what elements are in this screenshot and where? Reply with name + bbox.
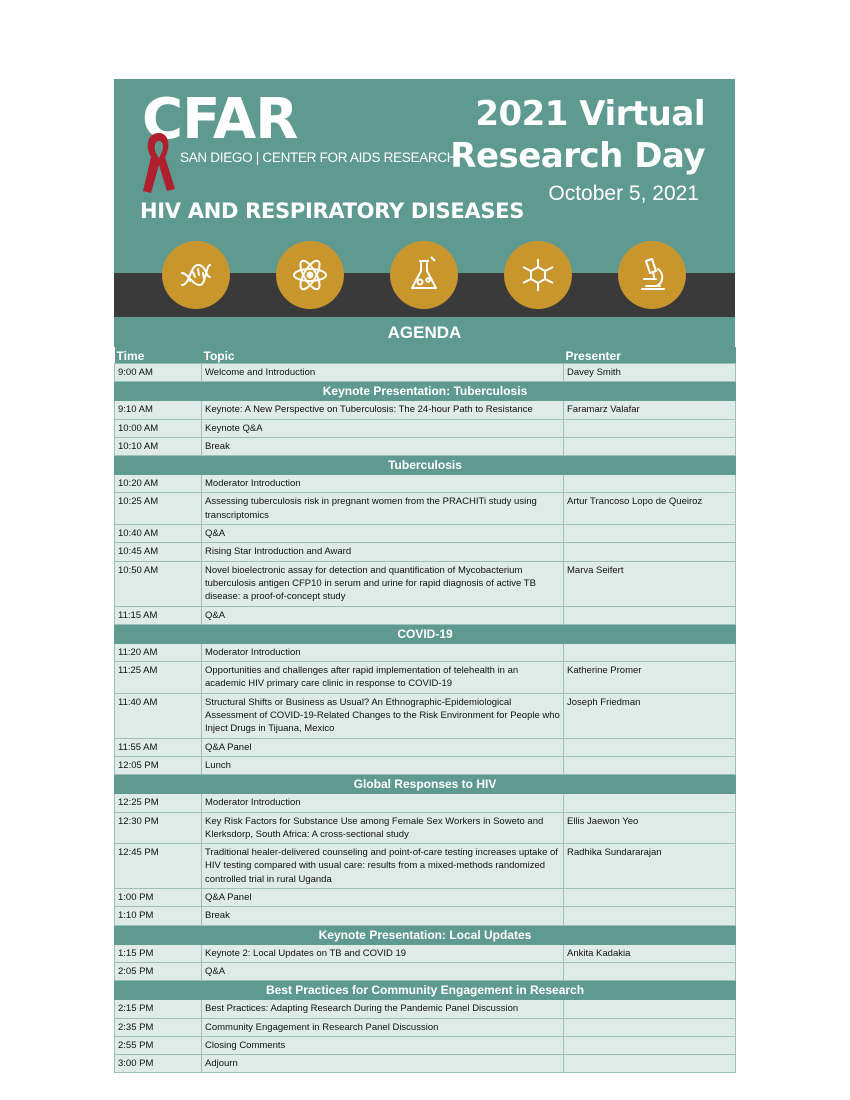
time-cell: 1:00 PM	[115, 889, 202, 907]
presenter-cell	[564, 1036, 736, 1054]
topic-cell: Adjourn	[202, 1055, 564, 1073]
time-cell: 11:25 AM	[115, 662, 202, 694]
agenda-row	[115, 738, 736, 756]
topic-cell: Structural Shifts or Business as Usual? An Ethnographic-Epidemiological Assessment of COVID-19-Related Changes to the Risk Environment for People who Inject Drugs in Tijuana, Mexico	[202, 693, 564, 738]
topic-cell: Novel bioelectronic assay for detection and quantification of Mycobacterium tuberculosis antigen CFP10 in serum and urine for rapid diagnosis of active TB disease: a proof-of-concept study	[202, 561, 564, 606]
presenter-cell: Radhika Sundararajan	[564, 844, 736, 889]
agenda-row	[115, 756, 736, 774]
presenter-cell	[564, 907, 736, 925]
presenter-cell	[564, 419, 736, 437]
cfar-logo-subtext: SAN DIEGO | CENTER FOR AIDS RESEARCH	[180, 150, 457, 165]
time-cell: 10:45 AM	[115, 543, 202, 561]
time-cell: 1:15 PM	[115, 944, 202, 962]
topic-cell: Q&A Panel	[202, 738, 564, 756]
event-subtitle: HIV AND RESPIRATORY DISEASES	[140, 199, 525, 223]
time-cell: 12:25 PM	[115, 794, 202, 812]
topic-cell: Keynote: A New Perspective on Tuberculosis: The 24-hour Path to Resistance	[202, 401, 564, 419]
time-cell: 10:25 AM	[115, 493, 202, 525]
topic-cell: Keynote 2: Local Updates on TB and COVID 19	[202, 944, 564, 962]
topic-cell: Q&A	[202, 606, 564, 624]
time-cell: 12:05 PM	[115, 756, 202, 774]
agenda-row	[115, 812, 736, 844]
topic-cell: Key Risk Factors for Substance Use among Female Sex Workers in Soweto and Klerksdorp, South Africa: A cross-sectional study	[202, 812, 564, 844]
agenda-row	[115, 944, 736, 962]
agenda-row	[115, 561, 736, 606]
time-cell: 10:20 AM	[115, 475, 202, 493]
presenter-cell	[564, 962, 736, 980]
molecule-icon	[504, 241, 572, 309]
time-cell: 10:50 AM	[115, 561, 202, 606]
topic-cell: Break	[202, 437, 564, 455]
presenter-cell	[564, 543, 736, 561]
section-title: Global Responses to HIV	[115, 775, 736, 794]
agenda-row	[115, 525, 736, 543]
topic-cell: Q&A Panel	[202, 889, 564, 907]
agenda-row	[115, 419, 736, 437]
topic-cell: Break	[202, 907, 564, 925]
agenda-row	[115, 844, 736, 889]
presenter-cell: Marva Seifert	[564, 561, 736, 606]
time-cell: 2:55 PM	[115, 1036, 202, 1054]
time-cell: 10:10 AM	[115, 437, 202, 455]
time-cell: 11:55 AM	[115, 738, 202, 756]
agenda-table	[114, 347, 736, 1073]
time-cell: 2:15 PM	[115, 1000, 202, 1018]
agenda-row	[115, 693, 736, 738]
topic-cell: Keynote Q&A	[202, 419, 564, 437]
presenter-cell: Ankita Kadakia	[564, 944, 736, 962]
presenter-cell	[564, 1018, 736, 1036]
presenter-cell: Davey Smith	[564, 364, 736, 382]
time-cell: 2:05 PM	[115, 962, 202, 980]
presenter-cell	[564, 756, 736, 774]
agenda-row	[115, 962, 736, 980]
cfar-logo-text: CFAR	[142, 87, 298, 152]
agenda-row	[115, 606, 736, 624]
section-title: COVID-19	[115, 624, 736, 643]
header-banner	[114, 79, 735, 317]
section-header-row	[115, 925, 736, 944]
microscope-icon	[618, 241, 686, 309]
agenda-row	[115, 1000, 736, 1018]
topic-cell: Rising Star Introduction and Award	[202, 543, 564, 561]
topic-cell: Q&A	[202, 525, 564, 543]
presenter-cell: Joseph Friedman	[564, 693, 736, 738]
column-header-topic: Topic	[202, 347, 564, 364]
topic-cell: Lunch	[202, 756, 564, 774]
agenda-document	[114, 79, 735, 1073]
agenda-row	[115, 1055, 736, 1073]
agenda-row	[115, 794, 736, 812]
time-cell: 11:40 AM	[115, 693, 202, 738]
presenter-cell	[564, 475, 736, 493]
event-date: October 5, 2021	[548, 182, 699, 205]
agenda-row	[115, 889, 736, 907]
presenter-cell	[564, 889, 736, 907]
presenter-cell	[564, 1000, 736, 1018]
section-title: Tuberculosis	[115, 456, 736, 475]
agenda-row	[115, 475, 736, 493]
presenter-cell: Faramarz Valafar	[564, 401, 736, 419]
presenter-cell	[564, 437, 736, 455]
agenda-header-row	[115, 347, 736, 364]
topic-cell: Traditional healer-delivered counseling and point-of-care testing increases uptake of HIV testing compared with usual care: results from a mixed-methods randomized controlled trial in rural Uganda	[202, 844, 564, 889]
section-title: Keynote Presentation: Local Updates	[115, 925, 736, 944]
topic-cell: Moderator Introduction	[202, 643, 564, 661]
presenter-cell	[564, 643, 736, 661]
agenda-row	[115, 543, 736, 561]
presenter-cell	[564, 794, 736, 812]
presenter-cell: Katherine Promer	[564, 662, 736, 694]
agenda-row	[115, 1036, 736, 1054]
presenter-cell	[564, 738, 736, 756]
topic-cell: Assessing tuberculosis risk in pregnant women from the PRACHITi study using transcriptomics	[202, 493, 564, 525]
topic-cell: Closing Comments	[202, 1036, 564, 1054]
topic-cell: Best Practices: Adapting Research During the Pandemic Panel Discussion	[202, 1000, 564, 1018]
topic-cell: Opportunities and challenges after rapid implementation of telehealth in an academic HIV primary care clinic in response to COVID-19	[202, 662, 564, 694]
topic-cell: Moderator Introduction	[202, 475, 564, 493]
dna-icon	[162, 241, 230, 309]
section-title: Keynote Presentation: Tuberculosis	[115, 382, 736, 401]
agenda-row	[115, 364, 736, 382]
agenda-row	[115, 401, 736, 419]
time-cell: 12:45 PM	[115, 844, 202, 889]
time-cell: 9:00 AM	[115, 364, 202, 382]
section-header-row	[115, 624, 736, 643]
presenter-cell	[564, 606, 736, 624]
agenda-row	[115, 643, 736, 661]
presenter-cell: Artur Trancoso Lopo de Queiroz	[564, 493, 736, 525]
time-cell: 3:00 PM	[115, 1055, 202, 1073]
presenter-cell	[564, 1055, 736, 1073]
atom-icon	[276, 241, 344, 309]
column-header-presenter: Presenter	[564, 347, 736, 364]
time-cell: 1:10 PM	[115, 907, 202, 925]
time-cell: 12:30 PM	[115, 812, 202, 844]
time-cell: 9:10 AM	[115, 401, 202, 419]
section-header-row	[115, 456, 736, 475]
time-cell: 10:40 AM	[115, 525, 202, 543]
presenter-cell: Ellis Jaewon Yeo	[564, 812, 736, 844]
time-cell: 11:15 AM	[115, 606, 202, 624]
flask-icon	[390, 241, 458, 309]
agenda-body	[115, 364, 736, 1073]
section-header-row	[115, 382, 736, 401]
event-title: 2021 Virtual Research Day	[450, 94, 705, 176]
topic-cell: Q&A	[202, 962, 564, 980]
time-cell: 11:20 AM	[115, 643, 202, 661]
section-header-row	[115, 775, 736, 794]
section-title: Best Practices for Community Engagement in Research	[115, 981, 736, 1000]
agenda-row	[115, 1018, 736, 1036]
agenda-row	[115, 907, 736, 925]
presenter-cell	[564, 525, 736, 543]
agenda-title: AGENDA	[114, 317, 735, 347]
agenda-row	[115, 662, 736, 694]
topic-cell: Community Engagement in Research Panel Discussion	[202, 1018, 564, 1036]
red-ribbon-icon	[139, 129, 179, 195]
agenda-row	[115, 493, 736, 525]
time-cell: 10:00 AM	[115, 419, 202, 437]
time-cell: 2:35 PM	[115, 1018, 202, 1036]
column-header-time: Time	[115, 347, 202, 364]
topic-cell: Moderator Introduction	[202, 794, 564, 812]
topic-cell: Welcome and Introduction	[202, 364, 564, 382]
agenda-row	[115, 437, 736, 455]
section-header-row	[115, 981, 736, 1000]
